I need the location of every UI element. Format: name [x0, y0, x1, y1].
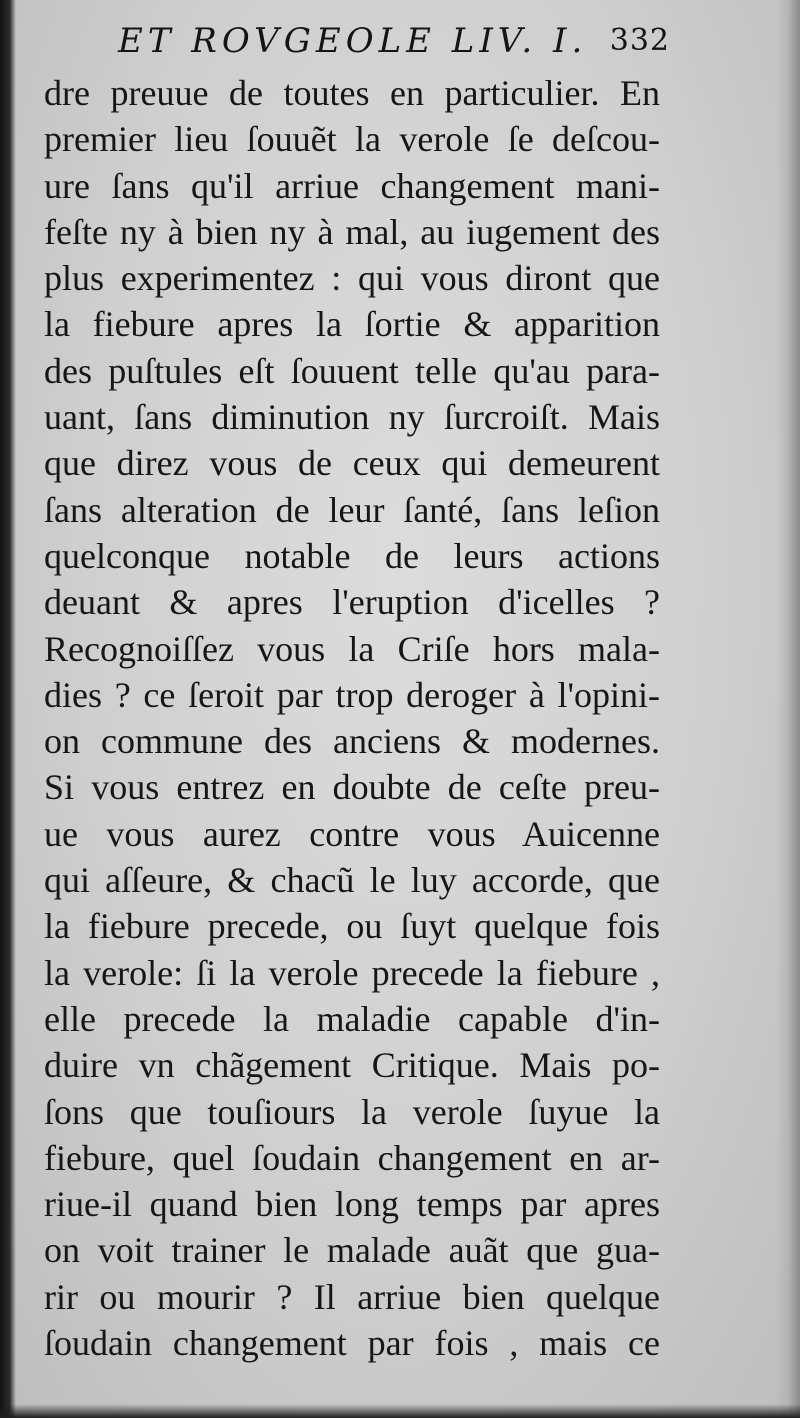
page-number: 332: [609, 23, 670, 58]
text-line: Si vous entrez en doubte de ceſte preu-: [44, 767, 660, 808]
text-line: quelconque notable de leurs actions: [44, 535, 660, 576]
text-line: la fiebure precede, ou ſuyt quelque fois: [44, 906, 660, 947]
text-line: dies ? ce ſeroit par trop deroger à l'opini-: [44, 674, 660, 715]
text-line: riue-il quand bien long temps par apres: [44, 1184, 660, 1225]
text-line: uant, ſans diminution ny ſurcroiſt. Mais: [44, 397, 660, 438]
text-line: ſons que touſiours la verole ſuyue la: [44, 1091, 660, 1132]
text-line: ſans alteration de leur ſanté, ſans leſion: [44, 489, 660, 530]
text-line: fiebure, quel ſoudain changement en ar-: [44, 1137, 660, 1178]
body-text: [44, 70, 660, 1366]
text-line: ure ſans qu'il arriue changement mani-: [44, 165, 660, 206]
running-head: [118, 16, 670, 66]
text-line: elle precede la maladie capable d'in-: [44, 998, 660, 1039]
text-line: deuant & apres l'eruption d'icelles ?: [44, 582, 660, 623]
text-line: ue vous aurez contre vous Auicenne: [44, 813, 660, 854]
text-line: plus experimentez : qui vous diront que: [44, 258, 660, 299]
text-line: rir ou mourir ? Il arriue bien quelque: [44, 1276, 660, 1317]
text-line: duire vn chãgement Critique. Mais po-: [44, 1045, 660, 1086]
text-line: premier lieu ſouuẽt la verole ſe deſcou-: [44, 119, 660, 160]
text-line: on commune des anciens & modernes.: [44, 721, 660, 762]
page-edge-right: [776, 0, 800, 1418]
text-line: Recognoiſſez vous la Criſe hors mala-: [44, 628, 660, 669]
page-shadow-bottom: [0, 1404, 800, 1418]
text-line: la fiebure apres la ſortie & apparition: [44, 304, 660, 345]
text-line: ſoudain changement par fois , mais ce: [44, 1323, 660, 1364]
page-shadow-left: [0, 0, 16, 1418]
text-line: que direz vous de ceux qui demeurent: [44, 443, 660, 484]
text-line: feſte ny à bien ny à mal, au iugement des: [44, 211, 660, 252]
running-title: ET ROVGEOLE LIV. I.: [118, 21, 588, 61]
text-line: la verole: ſi la verole precede la fiebure ,: [44, 952, 660, 993]
text-line: dre preuue de toutes en particulier. En: [44, 73, 660, 113]
text-line: qui aſſeure, & chacũ le luy accorde, que: [44, 860, 660, 901]
text-line: on voit trainer le malade auãt que gua-: [44, 1230, 660, 1271]
text-line: des puſtules eſt ſouuent telle qu'au para-: [44, 350, 660, 391]
